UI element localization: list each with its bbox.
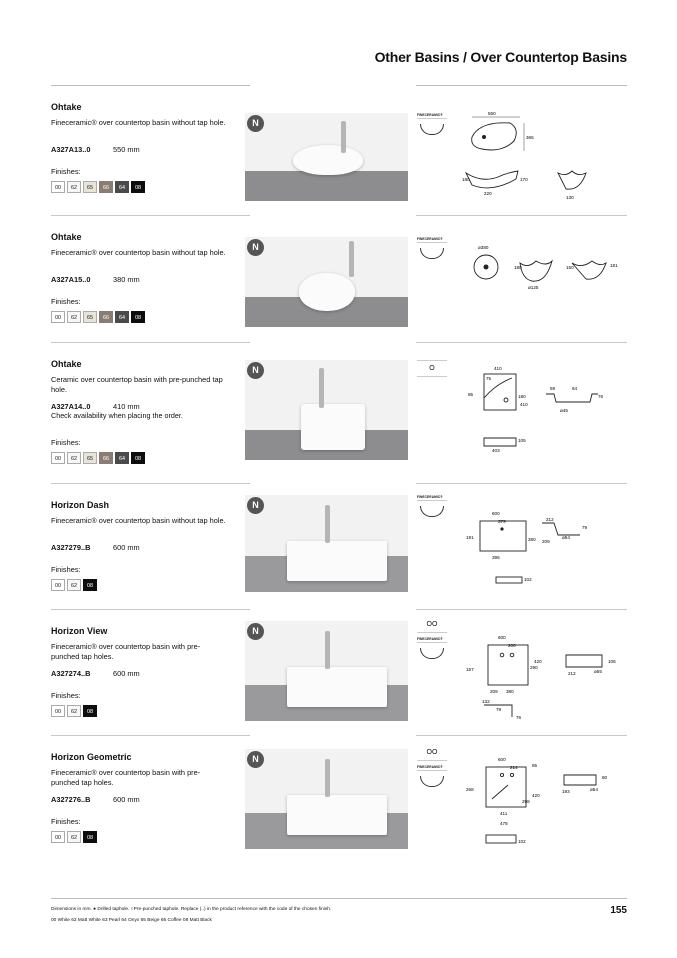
taphole-icon: OO — [417, 749, 447, 761]
technical-drawing-area — [462, 625, 632, 730]
product-code: A327A13..0 — [51, 145, 91, 154]
dimension-label: 380 — [528, 537, 536, 542]
dimension-label: ø45 — [560, 408, 568, 413]
finish-swatch-66: 66 — [99, 452, 113, 464]
product-photo — [245, 237, 408, 327]
dimension-label: 191 — [466, 535, 474, 540]
technical-drawing-area — [462, 101, 632, 206]
product-code: A327279..B — [51, 543, 91, 552]
product-description: Ceramic over countertop basin with pre-punched tap hole. — [51, 375, 223, 394]
product-name: Horizon Dash — [51, 500, 110, 510]
fineceramic-tag: FINECERAMIC® — [417, 765, 447, 771]
finish-swatch-66: 66 — [99, 311, 113, 323]
footnote-drilled: Drilled taphole. — [97, 907, 130, 912]
faucet-image — [349, 241, 354, 277]
product-size: 600 mm — [113, 543, 140, 552]
finish-swatch-62: 62 — [67, 831, 81, 843]
spec-icons — [417, 113, 447, 135]
product-photo — [245, 113, 408, 201]
new-badge: N — [247, 497, 264, 514]
dimension-label: 478 — [500, 821, 508, 826]
product-name: Ohtake — [51, 102, 82, 112]
footnote — [51, 907, 331, 912]
section-rule-left — [51, 215, 250, 216]
product-size: 600 mm — [113, 795, 140, 804]
basin-profile-icon — [420, 248, 444, 259]
dimension-label: 105 — [518, 438, 526, 443]
basin-image — [301, 404, 365, 450]
dimension-label: 79 — [582, 525, 588, 530]
finish-swatch-08: 08 — [131, 452, 145, 464]
finish-swatch-64: 64 — [115, 311, 129, 323]
dimension-label: 200 — [508, 643, 516, 648]
dimension-label: 150 — [566, 265, 574, 270]
product-name: Ohtake — [51, 232, 82, 242]
product-code: A327A14..0 — [51, 402, 91, 411]
finishes-label: Finishes: — [51, 438, 81, 447]
dimension-label: 75 — [486, 376, 492, 381]
finish-swatch-00: 00 — [51, 705, 65, 717]
dimension-label: 85 — [468, 392, 474, 397]
section-rule-right — [416, 609, 627, 610]
faucet-image — [319, 368, 324, 408]
dimension-label: 59 — [550, 386, 556, 391]
new-badge: N — [247, 623, 264, 640]
finishes-label: Finishes: — [51, 565, 81, 574]
finishes-label: Finishes: — [51, 297, 81, 306]
product-block — [0, 215, 677, 342]
product-block — [0, 85, 677, 215]
product-size: 550 mm — [113, 145, 140, 154]
taphole-icon: O — [417, 360, 447, 377]
page-title: Other Basins / Over Countertop Basins — [374, 49, 627, 65]
finish-swatch-00: 00 — [51, 452, 65, 464]
technical-drawing — [462, 751, 632, 851]
prepunched-taphole-icon: ○ — [130, 907, 134, 912]
product-photo — [245, 495, 408, 592]
dimension-label: 209 — [490, 689, 498, 694]
product-code-row — [51, 402, 140, 411]
dimension-label: ø55 — [594, 669, 602, 674]
basin-image — [287, 667, 387, 707]
basin-profile-icon — [420, 776, 444, 787]
product-block — [0, 483, 677, 609]
technical-drawing — [462, 499, 632, 599]
dimension-label: 170 — [520, 177, 528, 182]
technical-drawing — [462, 101, 632, 201]
dimension-label: 365 — [526, 135, 534, 140]
product-code-row — [51, 795, 140, 804]
product-block — [0, 342, 677, 483]
dimension-label: 214 — [510, 765, 518, 770]
section-rule-right — [416, 735, 627, 736]
technical-drawing-area — [462, 751, 632, 856]
basin-profile-icon — [420, 648, 444, 659]
dimension-label: ø125 — [528, 285, 539, 290]
dimension-label: 298 — [522, 799, 530, 804]
technical-drawing — [462, 354, 632, 454]
footer-rule — [51, 898, 627, 899]
countertop — [245, 171, 408, 201]
product-code-row — [51, 669, 140, 678]
finish-swatch-08: 08 — [83, 705, 97, 717]
basin-image — [293, 145, 363, 175]
product-photo — [245, 749, 408, 849]
page-number: 155 — [610, 905, 627, 916]
product-code: A327276..B — [51, 795, 91, 804]
finish-swatch-64: 64 — [115, 452, 129, 464]
finish-swatch-00: 00 — [51, 831, 65, 843]
finish-swatch-65: 65 — [83, 181, 97, 193]
technical-drawing-area — [462, 231, 632, 336]
dimension-label: 290 — [530, 665, 538, 670]
drilled-taphole-icon: ● — [93, 907, 97, 912]
spec-icons — [417, 621, 447, 659]
fineceramic-tag: FINECERAMIC® — [417, 495, 447, 501]
basin-image — [287, 795, 387, 835]
dimension-label: 420 — [532, 793, 540, 798]
finish-legend: 00 White 62 Matt White 63 Pearl 64 Onyx 65 Beige 66 Coffee 08 Matt Black — [51, 918, 212, 923]
dimension-label: 180 — [518, 394, 526, 399]
dimension-label: 80 — [602, 775, 608, 780]
faucet-image — [325, 759, 330, 797]
taphole-icon: OO — [417, 621, 447, 633]
finish-swatch-08: 08 — [131, 181, 145, 193]
finish-swatch-65: 65 — [83, 311, 97, 323]
dimension-label: 130 — [566, 195, 574, 200]
dimension-label: 212 — [546, 517, 554, 522]
dimension-label: 550 — [488, 111, 496, 116]
dimension-label: 209 — [542, 539, 550, 544]
dimension-label: 212 — [568, 671, 576, 676]
dimension-label: 85 — [532, 763, 538, 768]
finish-swatch-62: 62 — [67, 579, 81, 591]
basin-image — [287, 541, 387, 581]
new-badge: N — [247, 362, 264, 379]
faucet-image — [341, 121, 346, 153]
section-rule-right — [416, 342, 627, 343]
dimension-label: ø380 — [478, 245, 489, 250]
fineceramic-tag: FINECERAMIC® — [417, 637, 447, 643]
dimension-label: 193 — [562, 789, 570, 794]
footnote-prepunched: Pre-punched taphole. Replace (..) in the product reference with the code of the chosen finish. — [133, 907, 332, 912]
section-rule-left — [51, 735, 250, 736]
finishes-label: Finishes: — [51, 691, 81, 700]
dimension-label: 76 — [598, 394, 604, 399]
availability-note: Check availability when placing the order. — [51, 411, 183, 420]
product-code-row — [51, 543, 140, 552]
finish-swatch-08: 08 — [131, 311, 145, 323]
finish-swatches — [51, 705, 97, 717]
product-code-row — [51, 145, 140, 154]
dimension-label: 64 — [572, 386, 578, 391]
technical-drawing — [462, 231, 632, 331]
finish-swatch-08: 08 — [83, 579, 97, 591]
product-size: 380 mm — [113, 275, 140, 284]
finish-swatches — [51, 579, 97, 591]
section-rule-left — [51, 609, 250, 610]
product-size: 410 mm — [113, 402, 140, 411]
dimension-label: 410 — [520, 402, 528, 407]
new-badge: N — [247, 239, 264, 256]
basin-image — [299, 273, 355, 311]
dimension-label: 102 — [524, 577, 532, 582]
finish-swatch-00: 00 — [51, 579, 65, 591]
new-badge: N — [247, 751, 264, 768]
finish-swatch-66: 66 — [99, 181, 113, 193]
finish-swatch-65: 65 — [83, 452, 97, 464]
dimension-label: 180 — [462, 177, 470, 182]
dimension-label: 102 — [518, 839, 526, 844]
product-name: Horizon View — [51, 626, 108, 636]
basin-profile-icon — [420, 506, 444, 517]
dimension-label: 411 — [500, 811, 508, 816]
dimension-label: 403 — [492, 448, 500, 453]
dimension-label: 132 — [482, 699, 490, 704]
product-description: Fineceramic® over countertop basin with pre-punched tap holes. — [51, 768, 201, 787]
section-rule-left — [51, 483, 250, 484]
product-code: A327274..B — [51, 669, 91, 678]
dimension-label: 157 — [466, 667, 474, 672]
product-name: Horizon Geometric — [51, 752, 132, 762]
faucet-image — [325, 505, 330, 543]
finish-swatches — [51, 831, 97, 843]
technical-drawing — [462, 625, 632, 725]
dimension-label: 79 — [496, 707, 502, 712]
product-description: Fineceramic® over countertop basin without tap hole. — [51, 248, 226, 257]
dimension-label: 420 — [534, 659, 542, 664]
finish-swatch-62: 62 — [67, 181, 81, 193]
dimension-label: 76 — [516, 715, 522, 720]
dimension-label: 380 — [506, 689, 514, 694]
product-code: A327A15..0 — [51, 275, 91, 284]
basin-profile-icon — [420, 124, 444, 135]
finish-swatch-08: 08 — [83, 831, 97, 843]
product-name: Ohtake — [51, 359, 82, 369]
product-size: 600 mm — [113, 669, 140, 678]
product-photo — [245, 360, 408, 460]
section-rule-left — [51, 342, 250, 343]
dimension-label: 268 — [466, 787, 474, 792]
finishes-label: Finishes: — [51, 167, 81, 176]
finish-swatch-62: 62 — [67, 705, 81, 717]
new-badge: N — [247, 115, 264, 132]
technical-drawing-area — [462, 499, 632, 604]
section-rule-right — [416, 483, 627, 484]
fineceramic-tag: FINECERAMIC® — [417, 237, 447, 243]
dimension-label: ø54 — [590, 787, 598, 792]
dimension-label: 600 — [498, 635, 506, 640]
finish-swatches — [51, 452, 145, 464]
finish-swatch-64: 64 — [115, 181, 129, 193]
section-rule-right — [416, 215, 627, 216]
dimension-label: 180 — [514, 265, 522, 270]
product-code-row — [51, 275, 140, 284]
product-photo — [245, 621, 408, 721]
dimension-label: 600 — [498, 757, 506, 762]
product-description: Fineceramic® over countertop basin without tap hole. — [51, 516, 226, 525]
technical-drawing-area — [462, 354, 632, 459]
product-description: Fineceramic® over countertop basin without tap hole. — [51, 118, 226, 127]
spec-icons — [417, 360, 447, 377]
product-block — [0, 735, 677, 865]
spec-icons — [417, 237, 447, 259]
product-block — [0, 609, 677, 735]
finish-swatches — [51, 311, 145, 323]
dimension-label: 379 — [498, 519, 506, 524]
dimension-label: 106 — [608, 659, 616, 664]
fineceramic-tag: FINECERAMIC® — [417, 113, 447, 119]
finish-swatches — [51, 181, 145, 193]
footnote-dimensions: Dimensions in mm. — [51, 907, 92, 912]
dimension-label: 600 — [492, 511, 500, 516]
finish-swatch-62: 62 — [67, 452, 81, 464]
faucet-image — [325, 631, 330, 669]
finish-swatch-00: 00 — [51, 311, 65, 323]
spec-icons — [417, 495, 447, 517]
spec-icons — [417, 749, 447, 787]
dimension-label: ø54 — [562, 535, 570, 540]
product-description: Fineceramic® over countertop basin with pre-punched tap holes. — [51, 642, 201, 661]
finish-swatch-00: 00 — [51, 181, 65, 193]
dimension-label: 181 — [610, 263, 618, 268]
dimension-label: 396 — [492, 555, 500, 560]
finishes-label: Finishes: — [51, 817, 81, 826]
finish-swatch-62: 62 — [67, 311, 81, 323]
dimension-label: 410 — [494, 366, 502, 371]
dimension-label: 220 — [484, 191, 492, 196]
